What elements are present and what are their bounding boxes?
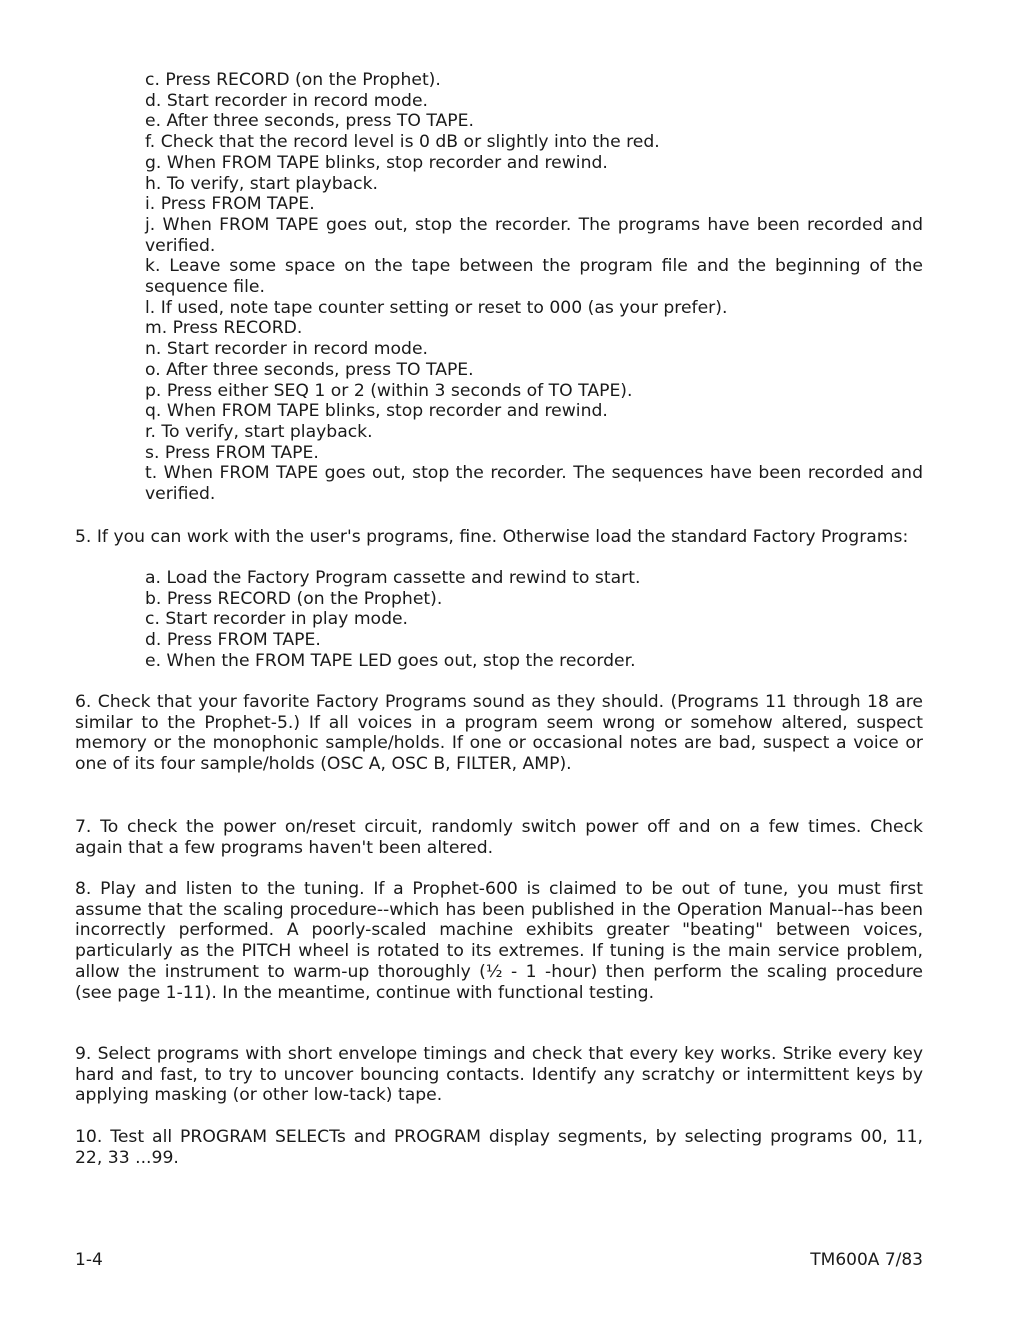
step-4d: d. Start recorder in record mode. — [145, 90, 428, 111]
document-id: TM600A 7/83 — [810, 1250, 923, 1270]
step-4s: s. Press FROM TAPE. — [145, 442, 319, 463]
step-5-substeps — [145, 568, 923, 672]
step-4q: q. When FROM TAPE blinks, stop recorder and rewind. — [145, 401, 608, 422]
step-4k: k. Leave some space on the tape between the program file and the beginning of the sequence file. — [145, 256, 923, 298]
step-4r: r. To verify, start playback. — [145, 421, 373, 442]
step-5-intro: 5. If you can work with the user's programs, fine. Otherwise load the standard Factory Programs: — [75, 527, 909, 547]
step-5c: c. Start recorder in play mode. — [145, 609, 409, 630]
step-6: 6. Check that your favorite Factory Programs sound as they should. (Programs 11 through 18 are similar to the Prophet-5.) If all voices in a program seem wrong or somehow altered, suspect memory or the monophonic sample/holds. If one or occasional notes are bad, suspect a voice or one of its four sample/holds (OSC A, OSC B, FILTER, AMP). — [75, 692, 923, 775]
step-4f: f. Check that the record level is 0 dB or slightly into the red. — [145, 132, 660, 153]
step-4j: j. When FROM TAPE goes out, stop the recorder. The programs have been recorded and verified. — [145, 214, 923, 256]
step-4p: p. Press either SEQ 1 or 2 (within 3 seconds of TO TAPE). — [145, 380, 633, 401]
step-4h: h. To verify, start playback. — [145, 173, 379, 194]
step-5e: e. When the FROM TAPE LED goes out, stop the recorder. — [145, 650, 636, 671]
step-4l: l. If used, note tape counter setting or reset to 000 (as your prefer). — [145, 297, 728, 318]
step-5a: a. Load the Factory Program cassette and rewind to start. — [145, 568, 641, 588]
page-number: 1-4 — [75, 1250, 103, 1270]
step-4n: n. Start recorder in record mode. — [145, 339, 428, 360]
step-4m: m. Press RECORD. — [145, 318, 303, 339]
step-8: 8. Play and listen to the tuning. If a Prophet-600 is claimed to be out of tune, you must first assume that the scaling procedure--which has been published in the Operation Manual--has been incorrectly performed. A poorly-scaled machine exhibits greater "beating" between voices, particularly as the PITCH wheel is rotated to its extremes. If tuning is the main service problem, allow the instrument to warm-up thoroughly (½ - 1 -hour) then perform the scaling procedure (see page 1-11). In the meantime, continue with functional testing. — [75, 879, 923, 1003]
step-9: 9. Select programs with short envelope timings and check that every key works. Strike every key hard and fast, to try to uncover bouncing contacts. Identify any scratchy or intermittent keys by applying masking (or other low-tack) tape. — [75, 1044, 923, 1106]
step-4e: e. After three seconds, press TO TAPE. — [145, 111, 474, 132]
step-4t: t. When FROM TAPE goes out, stop the recorder. The sequences have been recorded and verified. — [145, 463, 923, 505]
step-4g: g. When FROM TAPE blinks, stop recorder and rewind. — [145, 152, 608, 173]
step-4c: c. Press RECORD (on the Prophet). — [145, 70, 441, 90]
step-10: 10. Test all PROGRAM SELECTs and PROGRAM display segments, by selecting programs 00, 11, 22, 33 ...99. — [75, 1127, 923, 1168]
step-4i: i. Press FROM TAPE. — [145, 194, 315, 215]
step-4-substeps — [145, 70, 923, 505]
step-5d: d. Press FROM TAPE. — [145, 630, 321, 651]
step-7: 7. To check the power on/reset circuit, randomly switch power off and on a few times. Check again that a few programs haven't been altered. — [75, 817, 923, 858]
step-5b: b. Press RECORD (on the Prophet). — [145, 588, 443, 609]
step-4o: o. After three seconds, press TO TAPE. — [145, 359, 474, 380]
